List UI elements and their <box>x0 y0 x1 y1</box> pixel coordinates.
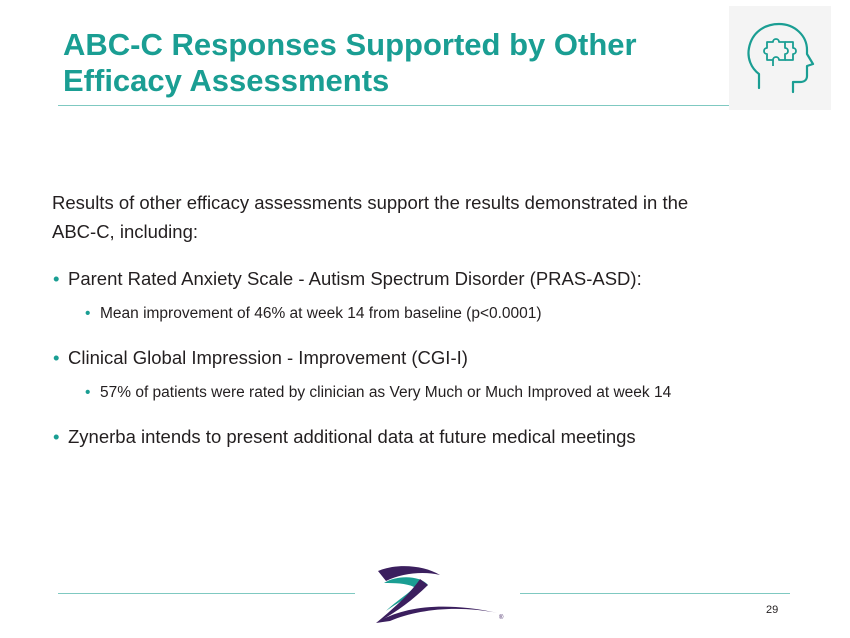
footer-divider-right <box>520 593 790 594</box>
bullet-dot: • <box>53 268 60 289</box>
bullet-text: Clinical Global Impression - Improvement (CGI-I) <box>68 347 468 368</box>
title-line-2: Efficacy Assessments <box>63 63 390 98</box>
title-divider <box>58 105 778 106</box>
page-number: 29 <box>766 604 779 616</box>
bullet-pras-asd <box>52 267 812 291</box>
bullet-dot: • <box>53 426 60 447</box>
sub-bullet-pras-asd <box>52 304 812 324</box>
bullet-dot: • <box>53 347 60 368</box>
sub-bullet-text: 57% of patients were rated by clinician as Very Much or Much Improved at week 14 <box>100 384 672 401</box>
title-line-1: ABC-C Responses Supported by Other <box>63 27 637 62</box>
bullet-zynerba <box>52 425 812 449</box>
bullet-text: Zynerba intends to present additional data at future medical meetings <box>68 426 636 447</box>
sub-bullet-dot: • <box>85 384 91 401</box>
bullet-text: Parent Rated Anxiety Scale - Autism Spectrum Disorder (PRAS-ASD): <box>68 268 642 289</box>
zynerba-logo <box>362 561 512 632</box>
bullet-cgi-i <box>52 346 812 370</box>
intro-line-1: Results of other efficacy assessments support the results demonstrated in the <box>52 192 689 213</box>
sub-bullet-dot: • <box>85 305 91 322</box>
sub-bullet-cgi-i <box>52 383 812 403</box>
slide-title <box>63 27 723 99</box>
intro-paragraph <box>52 188 792 246</box>
slide-body <box>52 188 812 449</box>
intro-line-2: ABC-C, including: <box>52 221 199 242</box>
head-puzzle-icon <box>729 6 831 110</box>
sub-bullet-text: Mean improvement of 46% at week 14 from baseline (p<0.0001) <box>100 305 542 322</box>
registered-mark: ® <box>499 615 504 621</box>
footer-divider-left <box>58 593 355 594</box>
